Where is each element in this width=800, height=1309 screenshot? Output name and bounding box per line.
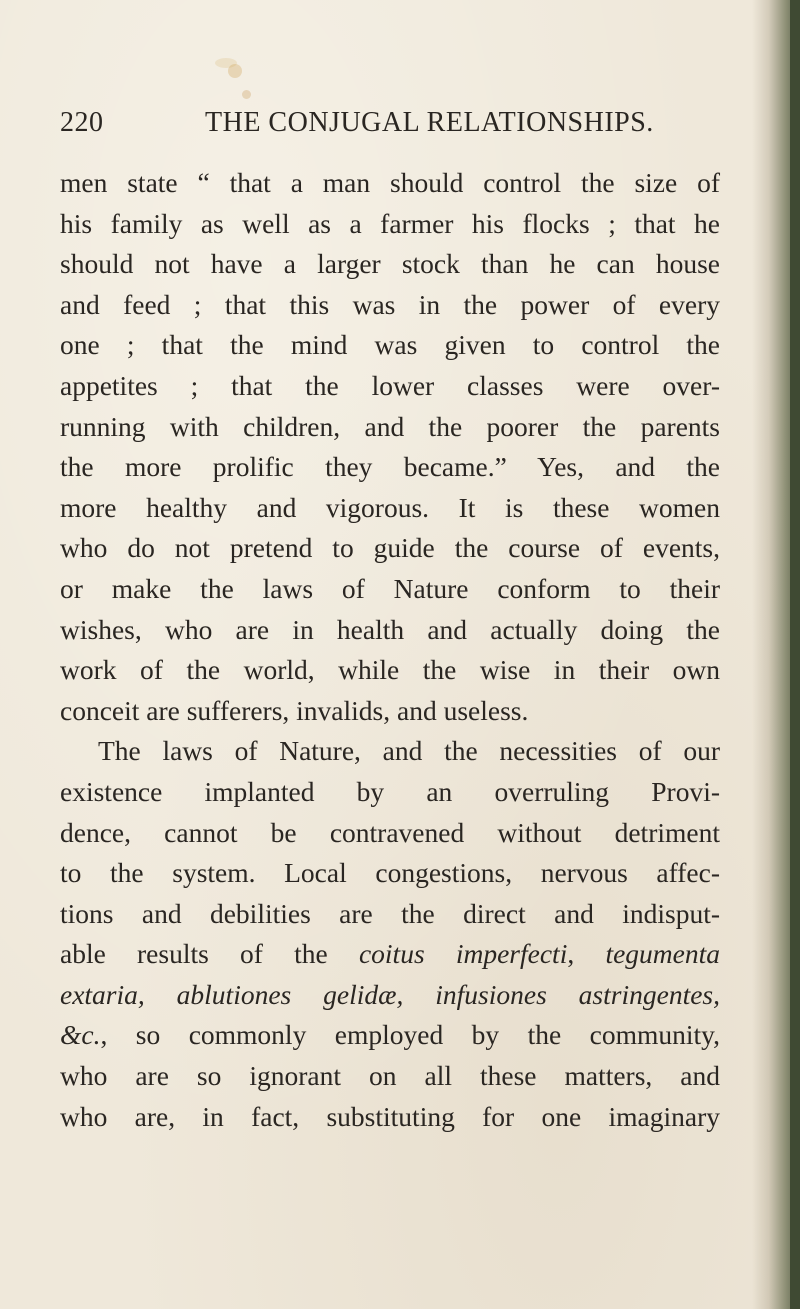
text-run: able results of the bbox=[60, 938, 359, 970]
running-title: THE CONJUGAL RELATIONSHIPS. bbox=[205, 107, 654, 138]
text-run: or make the laws of Nature conform to their bbox=[60, 572, 720, 604]
paper-stain bbox=[242, 90, 251, 99]
text-line bbox=[60, 1097, 720, 1138]
text-run: running with children, and the poorer the parents bbox=[60, 410, 720, 442]
text-line bbox=[60, 894, 720, 935]
text-line bbox=[60, 691, 720, 732]
text-run: men state “ that a man should control the size of bbox=[60, 167, 720, 198]
text-line bbox=[60, 285, 720, 326]
text-run: should not have a larger stock than he can house bbox=[60, 248, 720, 280]
text-run: who are, in fact, substituting for one imaginary bbox=[60, 1100, 720, 1132]
text-run: more healthy and vigorous. It is these women bbox=[60, 491, 720, 523]
text-line bbox=[60, 1015, 720, 1056]
text-run: The laws of Nature, and the necessities of our bbox=[98, 735, 720, 767]
italic-text: &c. bbox=[60, 1019, 101, 1051]
text-run: who are so ignorant on all these matters, and bbox=[60, 1060, 720, 1092]
text-line bbox=[60, 772, 720, 813]
text-line bbox=[60, 731, 720, 772]
text-run: one ; that the mind was given to control the bbox=[60, 329, 720, 361]
text-run: to the system. Local congestions, nervous affec- bbox=[60, 857, 720, 889]
text-line bbox=[60, 975, 720, 1016]
text-line bbox=[60, 1056, 720, 1097]
text-run: and feed ; that this was in the power of every bbox=[60, 288, 720, 320]
text-line bbox=[60, 244, 720, 285]
text-line bbox=[60, 569, 720, 610]
paper-stain bbox=[215, 58, 237, 68]
text-line bbox=[60, 934, 720, 975]
italic-text: extaria, ablutiones gelidæ, infusiones astringentes, bbox=[60, 978, 720, 1010]
running-head bbox=[60, 107, 654, 147]
text-line bbox=[60, 610, 720, 651]
text-run: , so commonly employed by the community, bbox=[100, 1019, 720, 1051]
text-run: his family as well as a farmer his flocks ; that he bbox=[60, 207, 720, 239]
italic-text: tegumenta bbox=[605, 938, 720, 970]
text-run: work of the world, while the wise in their own bbox=[60, 654, 720, 686]
text-line bbox=[60, 163, 720, 204]
body-text bbox=[60, 163, 720, 1137]
text-line bbox=[60, 366, 720, 407]
text-run: who do not pretend to guide the course of events, bbox=[60, 532, 720, 564]
text-line bbox=[60, 325, 720, 366]
text-run: dence, cannot be contravened without detriment bbox=[60, 816, 720, 848]
text-line bbox=[60, 447, 720, 488]
book-spine-edge bbox=[790, 0, 800, 1309]
text-line bbox=[60, 650, 720, 691]
page-number: 220 bbox=[60, 107, 104, 138]
text-line bbox=[60, 407, 720, 448]
text-line bbox=[60, 853, 720, 894]
text-line bbox=[60, 528, 720, 569]
text-line bbox=[60, 813, 720, 854]
text-line bbox=[60, 204, 720, 245]
text-run: tions and debilities are the direct and indisput- bbox=[60, 897, 720, 929]
text-run: , bbox=[567, 938, 606, 970]
text-run: wishes, who are in health and actually doing the bbox=[60, 613, 720, 645]
text-run: the more prolific they became.” Yes, and the bbox=[60, 451, 720, 483]
text-line bbox=[60, 488, 720, 529]
italic-text: coitus imperfecti bbox=[358, 938, 568, 970]
text-run: conceit are sufferers, invalids, and useless. bbox=[60, 694, 529, 726]
text-run: existence implanted by an overruling Provi- bbox=[60, 775, 720, 807]
text-run: appetites ; that the lower classes were over- bbox=[60, 369, 720, 401]
